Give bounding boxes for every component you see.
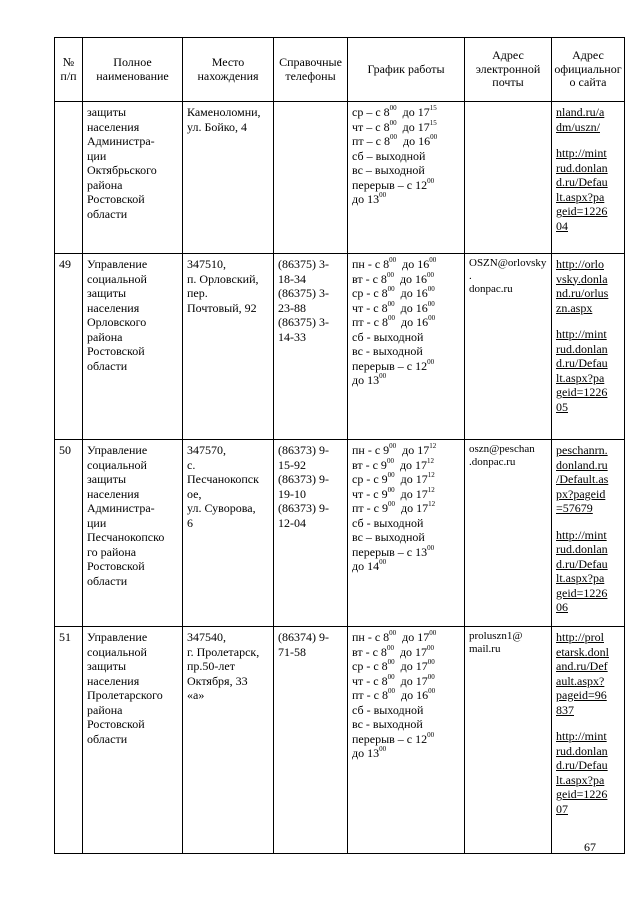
schedule-s2: 12: [427, 456, 435, 465]
schedule-day: до 13: [352, 746, 380, 760]
schedule-s2: 00: [429, 256, 437, 264]
schedule-day: пт - с 8: [352, 315, 388, 329]
schedule-s2: 00: [427, 299, 435, 308]
website-cell: [552, 440, 625, 627]
schedule-s1: 00: [379, 191, 387, 199]
schedule-s1: 00: [389, 442, 397, 450]
schedule-day: сб – выходной: [352, 148, 426, 163]
schedule-day: чт - с 8: [352, 300, 388, 315]
schedule-mid: до 16: [395, 688, 429, 702]
agency-location: 347570, с. Песчанокопск ое, ул. Суворова, 6: [183, 440, 274, 627]
schedule-s2: 12: [428, 500, 436, 508]
schedule-day: перерыв – с 12: [352, 731, 428, 746]
website-link[interactable]: peschanrn. donland.ru /Default.as px?pageid =57679: [556, 443, 609, 515]
schedule-s2: 12: [427, 485, 435, 494]
schedule-mid: до 17: [396, 119, 430, 134]
schedule-day: ср - с 8: [352, 659, 388, 673]
schedule-s1: 00: [427, 357, 435, 366]
table-header-row: [55, 38, 625, 102]
schedule-day: пн - с 8: [352, 257, 390, 271]
website-link[interactable]: nland.ru/a dm/uszn/: [556, 105, 605, 134]
schedule-s1: 00: [386, 456, 394, 465]
schedule-line: [352, 530, 460, 545]
schedule-day: вс - выходной: [352, 344, 423, 358]
schedule-day: пт - с 8: [352, 688, 388, 702]
schedule-s1: 00: [389, 256, 397, 264]
spacer: [556, 315, 620, 327]
website-link[interactable]: http://orlo vsky.donla nd.ru/orlus zn.aspx: [556, 257, 609, 315]
email-address[interactable]: oszn@peschan .donpac.ru: [465, 440, 552, 627]
schedule-s1: 00: [427, 543, 435, 552]
schedule-s2: 15: [429, 104, 437, 112]
schedule-s2: 00: [430, 133, 438, 141]
agency-location: Каменоломни, ул. Бойко, 4: [183, 102, 274, 254]
schedule-line: [352, 301, 460, 316]
agency-location: 347540, г. Пролетарск, пр.50-лет Октября, 33 «а»: [183, 627, 274, 854]
agency-name: Управление социальной защиты населения Пролетарского района Ростовской области: [83, 627, 183, 854]
mintrud-link[interactable]: http://mint rud.donlan d.ru/Defau lt.aspx?pa geid=1226 07: [556, 729, 608, 816]
schedule-s1: 00: [387, 285, 395, 293]
schedule-s1: 00: [427, 176, 435, 185]
schedule-line: [352, 688, 460, 703]
header-schedule: График работы: [348, 38, 465, 102]
row-number: 49: [55, 254, 83, 440]
schedule-line: [352, 330, 460, 345]
schedule-day: чт - с 8: [352, 673, 388, 688]
schedule-mid: до 16: [397, 134, 431, 148]
schedule-day: перерыв – с 12: [352, 358, 428, 373]
schedule-day: пт - с 9: [352, 501, 388, 515]
header-num: № п/п: [55, 38, 83, 102]
schedule-day: чт – с 8: [352, 119, 390, 134]
schedule-day: сб - выходной: [352, 702, 424, 717]
schedule-line: [352, 717, 460, 732]
schedule-day: вс – выходной: [352, 530, 425, 544]
schedule-day: пт – с 8: [352, 134, 390, 148]
schedule-s1: 00: [387, 658, 395, 666]
schedule-line: [352, 257, 460, 272]
schedule-s2: 00: [427, 285, 435, 293]
schedule-line: [352, 659, 460, 674]
schedule-mid: до 17: [395, 501, 429, 515]
agency-phones: [274, 102, 348, 254]
schedule-s2: 00: [427, 270, 435, 279]
agencies-table: [54, 37, 625, 854]
email-address[interactable]: [465, 102, 552, 254]
header-email: Адрес электронной почты: [465, 38, 552, 102]
schedule-line: [352, 134, 460, 149]
schedule-s1: 00: [389, 629, 397, 637]
schedule-day: вт - с 8: [352, 271, 387, 286]
mintrud-link[interactable]: http://mint rud.donlan d.ru/Defau lt.aspx?pa geid=1226 06: [556, 527, 608, 614]
website-cell: [552, 102, 625, 254]
schedule-s1: 00: [389, 104, 397, 112]
schedule-day: до 13: [352, 373, 380, 387]
agency-name: защиты населения Администра- ции Октябрьского района Ростовской области: [83, 102, 183, 254]
mintrud-link[interactable]: http://mint rud.donlan d.ru/Defau lt.aspx?pa geid=1226 04: [556, 146, 608, 233]
schedule-s1: 00: [388, 687, 395, 695]
header-location: Место нахождения: [183, 38, 274, 102]
schedule-line: [352, 630, 460, 645]
schedule-line: [352, 120, 460, 135]
schedule-day: вс - выходной: [352, 717, 423, 731]
agency-phones: (86373) 9- 15-92 (86373) 9- 19-10 (86373) 9- 12-04: [274, 440, 348, 627]
schedule-line: [352, 178, 460, 193]
schedule-mid: до 17: [394, 486, 428, 501]
schedule-day: пн - с 9: [352, 443, 390, 457]
schedule-line: [352, 359, 460, 374]
spacer: [556, 717, 620, 729]
schedule-line: [352, 746, 460, 761]
schedule-day: вс – выходной: [352, 163, 425, 177]
schedule-line: [352, 674, 460, 689]
work-schedule: [348, 254, 465, 440]
schedule-day: чт - с 9: [352, 486, 388, 501]
schedule-mid: до 17: [393, 644, 428, 659]
work-schedule: [348, 440, 465, 627]
page-number: 67: [584, 840, 596, 854]
schedule-s1: 00: [427, 730, 435, 739]
spacer: [556, 516, 620, 528]
schedule-line: [352, 373, 460, 388]
schedule-s1: 00: [388, 314, 395, 322]
schedule-line: [352, 344, 460, 359]
schedule-mid: до 16: [396, 257, 430, 271]
header-phones: Справочные телефоны: [274, 38, 348, 102]
email-address[interactable]: proluszn1@ mail.ru: [465, 627, 552, 854]
schedule-day: до 13: [352, 192, 380, 206]
schedule-line: [352, 286, 460, 301]
table-row: [55, 102, 625, 254]
schedule-line: [352, 272, 460, 287]
row-number: 51: [55, 627, 83, 854]
schedule-mid: до 17: [396, 630, 430, 644]
schedule-s1: 00: [387, 471, 395, 479]
schedule-s1: 00: [388, 500, 395, 508]
schedule-line: [352, 192, 460, 207]
schedule-s1: 00: [379, 745, 387, 753]
table-row: [55, 254, 625, 440]
website-cell: [552, 627, 625, 854]
schedule-s1: 00: [390, 133, 397, 141]
schedule-mid: до 17: [396, 443, 430, 457]
schedule-day: сб - выходной: [352, 515, 424, 530]
schedule-mid: до 16: [394, 300, 428, 315]
schedule-day: вт - с 9: [352, 457, 387, 472]
schedule-s1: 00: [386, 643, 394, 652]
website-cell: [552, 254, 625, 440]
row-number: [55, 102, 83, 254]
schedule-s2: 00: [429, 629, 437, 637]
schedule-day: перерыв – с 12: [352, 177, 428, 192]
spacer: [556, 134, 620, 146]
schedule-line: [352, 732, 460, 747]
schedule-s2: 00: [428, 314, 436, 322]
schedule-s2: 00: [427, 643, 435, 652]
schedule-day: ср – с 8: [352, 105, 390, 119]
schedule-mid: до 17: [394, 472, 428, 486]
schedule-line: [352, 501, 460, 516]
agency-name: Управление социальной защиты населения Орловского района Ростовской области: [83, 254, 183, 440]
schedule-line: [352, 163, 460, 178]
schedule-s1: 00: [386, 270, 394, 279]
schedule-day: до 14: [352, 559, 380, 573]
schedule-mid: до 17: [396, 105, 430, 119]
work-schedule: [348, 102, 465, 254]
header-site: Адрес официального сайта: [552, 38, 625, 102]
schedule-mid: до 16: [395, 315, 429, 329]
website-link[interactable]: http://prol etarsk.donl and.ru/Def ault.aspx? pageid=96 837: [556, 630, 609, 717]
schedule-line: [352, 645, 460, 660]
table-row: [55, 627, 625, 854]
header-name: Полное наименование: [83, 38, 183, 102]
schedule-day: ср - с 8: [352, 286, 388, 300]
schedule-mid: до 17: [393, 457, 428, 472]
schedule-line: [352, 559, 460, 574]
schedule-s1: 00: [389, 118, 397, 127]
schedule-day: перерыв – с 13: [352, 544, 428, 559]
schedule-day: ср - с 9: [352, 472, 388, 486]
schedule-s2: 00: [427, 672, 435, 681]
agency-phones: (86374) 9- 71-58: [274, 627, 348, 854]
table-row: [55, 440, 625, 627]
schedule-day: сб - выходной: [352, 329, 424, 344]
schedule-day: пн - с 8: [352, 630, 390, 644]
schedule-s1: 00: [387, 485, 395, 494]
schedule-s2: 00: [428, 687, 436, 695]
schedule-s1: 00: [387, 672, 395, 681]
schedule-s1: 00: [379, 372, 387, 380]
schedule-mid: до 17: [394, 659, 428, 673]
schedule-line: [352, 703, 460, 718]
schedule-day: вт - с 8: [352, 644, 387, 659]
agency-name: Управление социальной защиты населения Администра- ции Песчанокопско го района Ростовской области: [83, 440, 183, 627]
schedule-line: [352, 545, 460, 560]
agency-phones: (86375) 3- 18-34 (86375) 3- 23-88 (86375) 3- 14-33: [274, 254, 348, 440]
row-number: 50: [55, 440, 83, 627]
work-schedule: [348, 627, 465, 854]
schedule-line: [352, 443, 460, 458]
schedule-s1: 00: [379, 558, 387, 566]
schedule-s2: 12: [429, 442, 437, 450]
schedule-line: [352, 315, 460, 330]
schedule-mid: до 16: [394, 286, 428, 300]
agency-location: 347510, п. Орловский, пер. Почтовый, 92: [183, 254, 274, 440]
schedule-line: [352, 458, 460, 473]
schedule-line: [352, 487, 460, 502]
schedule-line: [352, 516, 460, 531]
schedule-line: [352, 149, 460, 164]
schedule-s1: 00: [387, 299, 395, 308]
email-address[interactable]: OSZN@orlovsky. donpac.ru: [465, 254, 552, 440]
mintrud-link[interactable]: http://mint rud.donlan d.ru/Defau lt.aspx?pa geid=1226 05: [556, 327, 608, 414]
schedule-line: [352, 472, 460, 487]
schedule-mid: до 17: [394, 673, 428, 688]
schedule-s2: 12: [427, 471, 435, 479]
schedule-line: [352, 105, 460, 120]
schedule-s2: 00: [427, 658, 435, 666]
schedule-s2: 15: [429, 118, 437, 127]
schedule-mid: до 16: [393, 271, 428, 286]
